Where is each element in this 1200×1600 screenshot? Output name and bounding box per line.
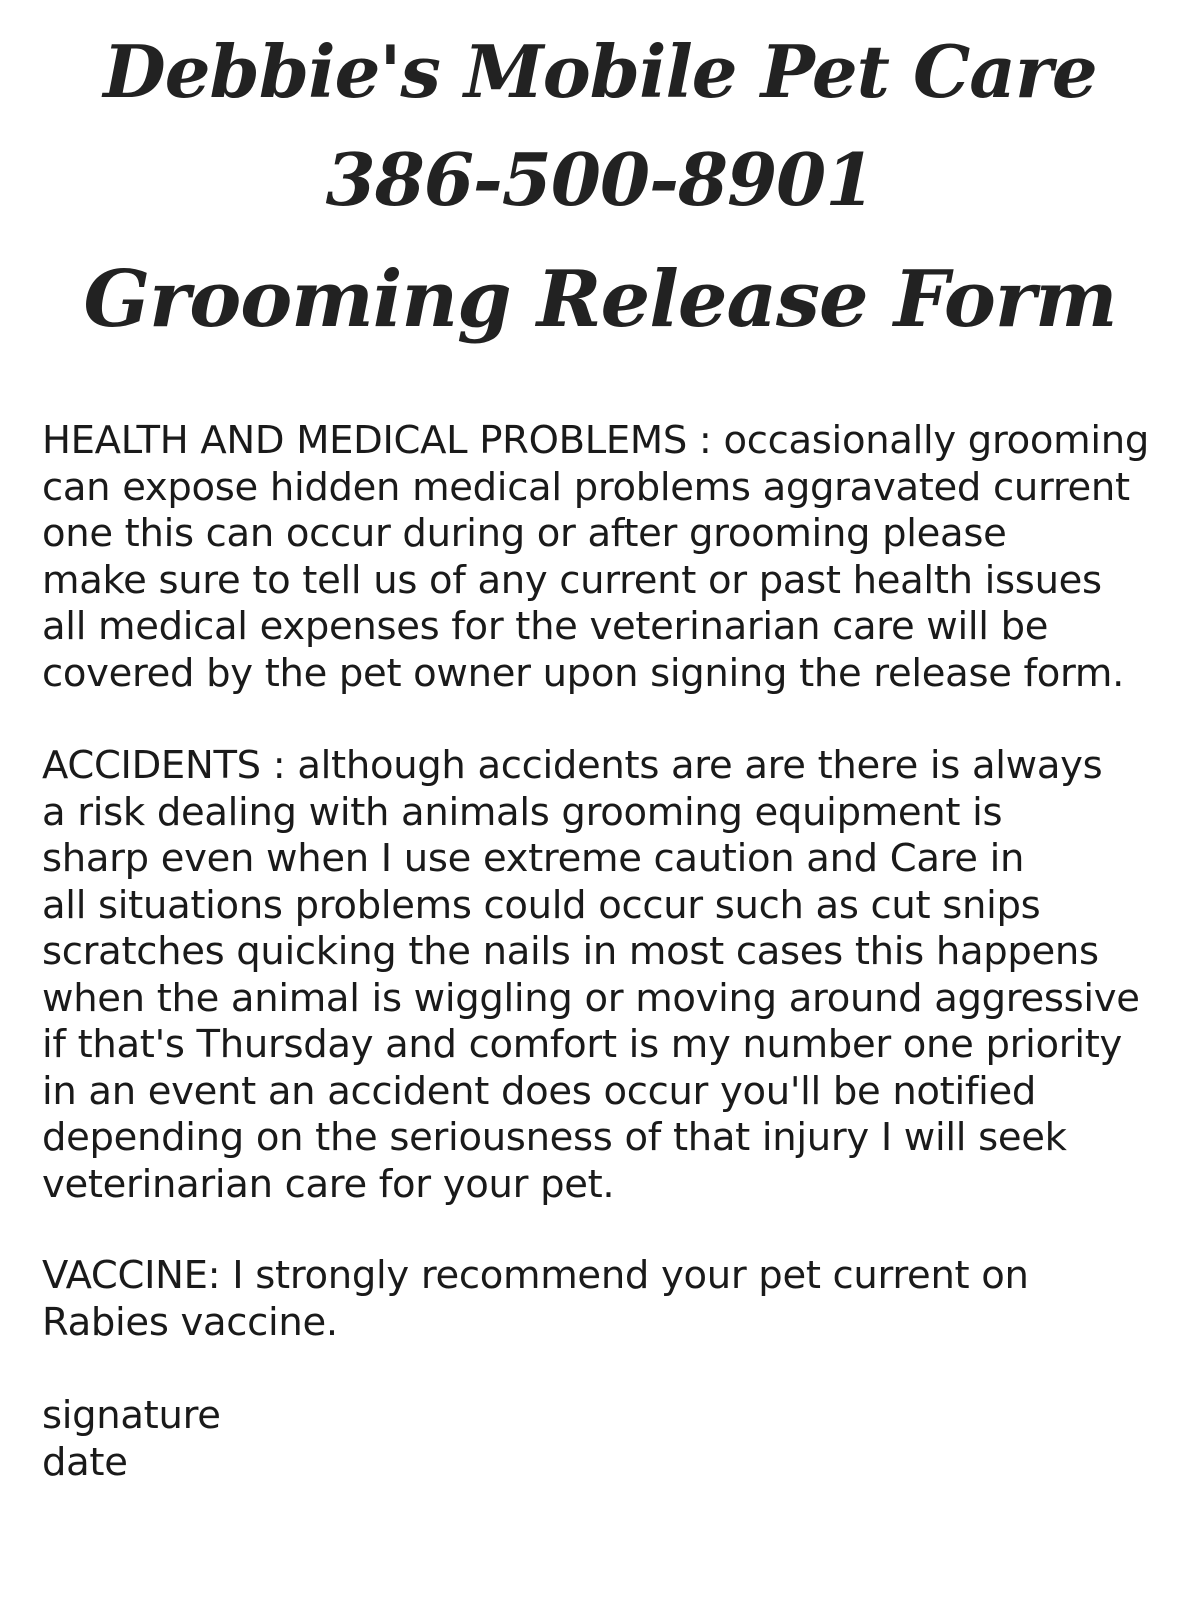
accidents-line: ACCIDENTS : although accidents are are there is always [42, 743, 1103, 788]
vaccine-line: Rabies vaccine. [42, 1299, 338, 1345]
signature-section [42, 1393, 1192, 1486]
health-line: one this can occur during or after grooming please [42, 511, 1007, 556]
business-phone: 386-500-8901 [325, 137, 875, 222]
signature-label: signature [42, 1393, 221, 1438]
health-line: make sure to tell us of any current or past health issues [42, 557, 1102, 603]
health-section [42, 418, 1192, 697]
accidents-line: when the animal is wiggling or moving around aggressive [42, 975, 1140, 1021]
health-line: can expose hidden medical problems aggravated current [42, 464, 1130, 510]
accidents-line: veterinarian care for your pet. [42, 1161, 615, 1207]
form-title: Grooming Release Form [83, 254, 1117, 345]
date-label: date [42, 1439, 128, 1485]
health-line: covered by the pet owner upon signing the release form. [42, 650, 1125, 696]
health-line: HEALTH AND MEDICAL PROBLEMS : occasionally grooming [42, 418, 1149, 463]
vaccine-section [42, 1253, 1192, 1346]
accidents-line: sharp even when I use extreme caution and Care in [42, 836, 1025, 881]
accidents-line: depending on the seriousness of that injury I will seek [42, 1115, 1067, 1160]
vaccine-line: VACCINE: I strongly recommend your pet current on [42, 1253, 1029, 1298]
accidents-section [42, 743, 1192, 1208]
accidents-line: in an event an accident does occur you'll be notified [42, 1068, 1037, 1114]
health-line: all medical expenses for the veterinarian care will be [42, 604, 1049, 649]
accidents-line: a risk dealing with animals grooming equipment is [42, 789, 1003, 835]
accidents-line: scratches quicking the nails in most cases this happens [42, 929, 1099, 974]
accidents-line: if that's Thursday and comfort is my number one priority [42, 1022, 1122, 1067]
accidents-line: all situations problems could occur such as cut snips [42, 882, 1041, 928]
business-name: Debbie's Mobile Pet Care [103, 29, 1097, 114]
